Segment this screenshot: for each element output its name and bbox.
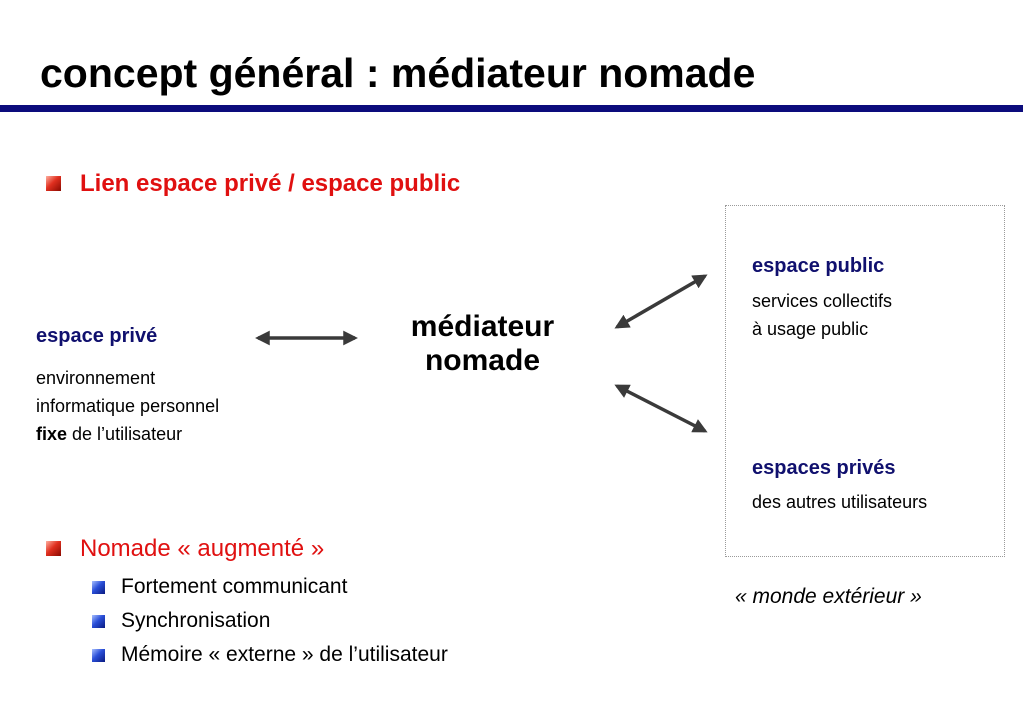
section1-heading: Lien espace privé / espace public bbox=[80, 170, 461, 197]
page-title: concept général : médiateur nomade bbox=[40, 50, 756, 96]
outside-world-caption: « monde extérieur » bbox=[735, 585, 922, 608]
sub-bullet-icon bbox=[92, 615, 105, 628]
sub-bullet-icon bbox=[92, 581, 105, 594]
other-private-spaces-label: espaces privés bbox=[752, 457, 896, 479]
public-space-label: espace public bbox=[752, 255, 885, 277]
private-space-label: espace privé bbox=[36, 325, 158, 347]
mediator-public-arrow bbox=[617, 276, 705, 327]
private-space-desc-line1: environnement bbox=[36, 368, 156, 388]
mediator-line1: médiateur bbox=[410, 310, 555, 343]
public-space-desc-line1: services collectifs bbox=[752, 291, 893, 311]
list-item: Synchronisation bbox=[121, 609, 271, 632]
section2-heading: Nomade « augmenté » bbox=[80, 535, 325, 562]
fixe-emphasis: fixe bbox=[36, 424, 68, 444]
bullet-square-icon bbox=[46, 541, 61, 556]
private-space-desc-line2: informatique personnel bbox=[36, 396, 220, 416]
private-space-desc-line3-rest: de l’utilisateur bbox=[67, 424, 183, 444]
mediator-other-private-arrow bbox=[617, 386, 705, 431]
other-private-spaces-description: des autres utilisateurs bbox=[752, 492, 928, 512]
list-item: Mémoire « externe » de l’utilisateur bbox=[121, 643, 448, 666]
list-item: Fortement communicant bbox=[121, 575, 348, 598]
public-space-desc-line2: à usage public bbox=[752, 319, 869, 339]
mediator-line2: nomade bbox=[424, 344, 541, 377]
sub-bullet-icon bbox=[92, 649, 105, 662]
